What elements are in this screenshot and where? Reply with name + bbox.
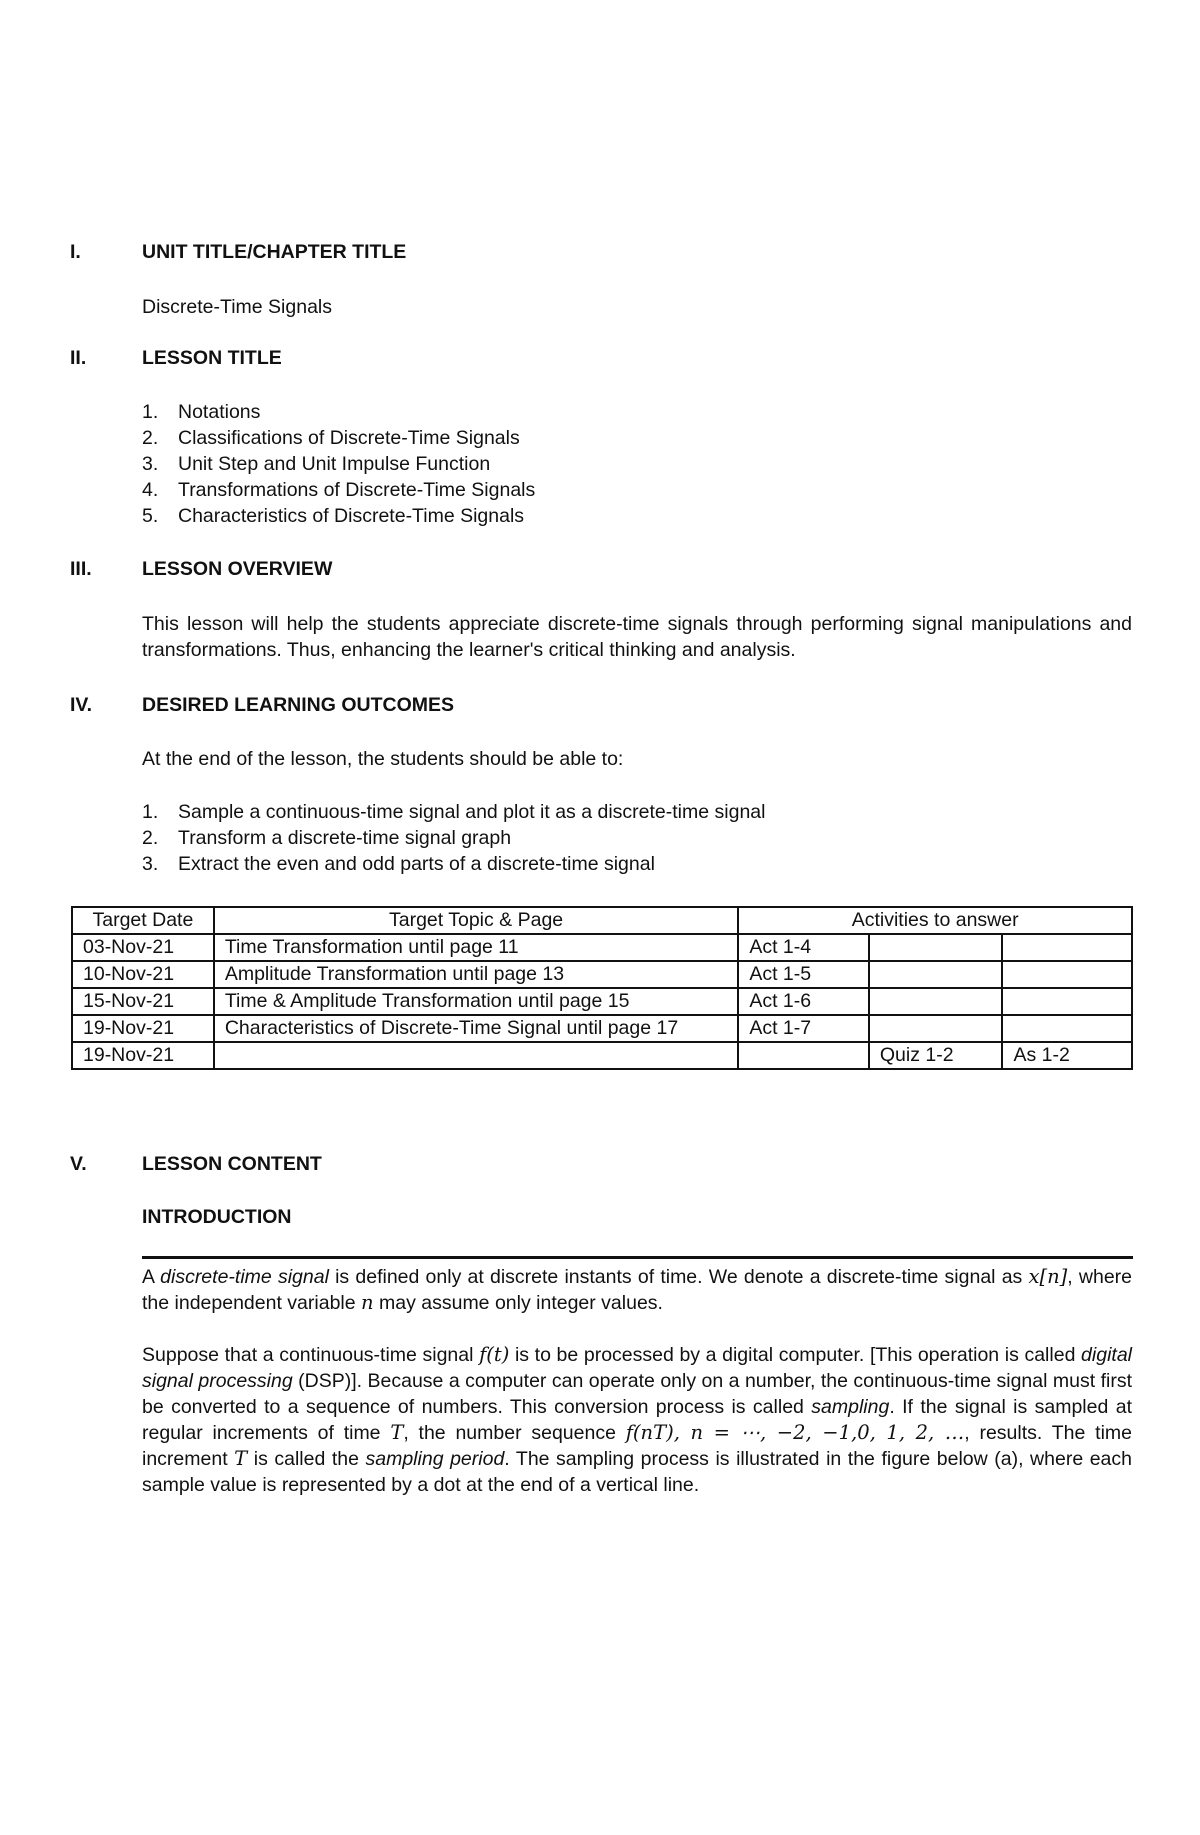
list-item: 1. Notations bbox=[142, 401, 261, 423]
table-row bbox=[72, 1042, 1132, 1069]
math-expression: f(t) bbox=[479, 1343, 510, 1366]
emphasis: digital signal processing bbox=[142, 1344, 1132, 1392]
column-header: Activities to answer bbox=[738, 907, 1132, 934]
math-expression: n bbox=[361, 1291, 374, 1314]
table-cell: 03-Nov-21 bbox=[72, 934, 214, 961]
section-content-heading bbox=[70, 1153, 322, 1176]
list-item: 3. Extract the even and odd parts of a discrete-time signal bbox=[142, 853, 655, 875]
section-number: V. bbox=[70, 1153, 87, 1175]
table-row bbox=[72, 1015, 1132, 1042]
list-item: 1. Sample a continuous-time signal and plot it as a discrete-time signal bbox=[142, 801, 766, 823]
schedule-table bbox=[71, 906, 1133, 1070]
math-expression: T bbox=[234, 1447, 248, 1470]
section-overview-heading bbox=[70, 558, 332, 581]
table-cell bbox=[869, 988, 1003, 1015]
table-cell: Amplitude Transformation until page 13 bbox=[214, 961, 739, 988]
table-cell: Time Transformation until page 11 bbox=[214, 934, 739, 961]
table-cell: Act 1-7 bbox=[738, 1015, 869, 1042]
list-item: 4. Transformations of Discrete-Time Signals bbox=[142, 479, 536, 501]
overview-paragraph: This lesson will help the students appreciate discrete-time signals through performing signal manipulations and transformations. Thus, enhancing the learner's critical thinking and analysis. bbox=[142, 613, 1132, 661]
unit-title-content: Discrete-Time Signals bbox=[142, 296, 332, 318]
table-cell bbox=[1002, 961, 1132, 988]
section-unit-heading bbox=[70, 241, 406, 264]
section-title: UNIT TITLE/CHAPTER TITLE bbox=[142, 241, 407, 263]
table-cell: Time & Amplitude Transformation until page 15 bbox=[214, 988, 739, 1015]
table-cell: Act 1-6 bbox=[738, 988, 869, 1015]
table-cell: 15-Nov-21 bbox=[72, 988, 214, 1015]
list-item: 3. Unit Step and Unit Impulse Function bbox=[142, 453, 491, 475]
outcomes-list bbox=[142, 799, 765, 877]
lesson-title-list bbox=[142, 399, 535, 529]
table-cell bbox=[738, 1042, 869, 1069]
intro-paragraph-1: A discrete-time signal is defined only at discrete instants of time. We denote a discrete-time signal as x[n], where the independent variable n may assume only integer values. bbox=[142, 1265, 1133, 1314]
section-title: LESSON CONTENT bbox=[142, 1153, 322, 1175]
section-number: III. bbox=[70, 558, 92, 580]
table-cell: Quiz 1-2 bbox=[869, 1042, 1003, 1069]
table-cell: 19-Nov-21 bbox=[72, 1042, 214, 1069]
math-expression: T bbox=[390, 1421, 404, 1444]
table-cell bbox=[1002, 988, 1132, 1015]
table-cell: Characteristics of Discrete-Time Signal until page 17 bbox=[214, 1015, 739, 1042]
table-row bbox=[72, 988, 1132, 1015]
table-cell bbox=[1002, 1015, 1132, 1042]
section-number: IV. bbox=[70, 694, 93, 716]
table-cell bbox=[869, 961, 1003, 988]
section-lesson-title-heading bbox=[70, 347, 282, 370]
column-header: Target Date bbox=[72, 907, 214, 934]
math-expression: f(nT), n = ⋯, −2, −1,0, 1, 2, … bbox=[625, 1421, 965, 1444]
list-item: 2. Classifications of Discrete-Time Signals bbox=[142, 427, 520, 449]
table-cell: Act 1-5 bbox=[738, 961, 869, 988]
table-header-row bbox=[72, 907, 1132, 934]
table-cell bbox=[214, 1042, 739, 1069]
emphasis: discrete-time signal bbox=[160, 1266, 329, 1288]
list-item: 5. Characteristics of Discrete-Time Signals bbox=[142, 505, 525, 527]
math-expression: x[n] bbox=[1028, 1265, 1068, 1288]
intro-paragraph-2: Suppose that a continuous-time signal f(t) is to be processed by a digital computer. [This operation is called digital signal processing (DSP)]. Because a computer can operate only on a number, the continuous-time signal must first be converted to a sequence of numbers. This conversion process is called sampling. If the signal is sampled at regular increments of time T, the number sequence f(nT), n = ⋯, −2, −1,0, 1, 2, …, results. The time increment T is called the sampling period. The sampling process is illustrated in the figure below (a), where each sample value is represented by a dot at the end of a vertical line. bbox=[142, 1343, 1133, 1496]
table-cell: Act 1-4 bbox=[738, 934, 869, 961]
emphasis: sampling period bbox=[365, 1448, 505, 1470]
emphasis: sampling bbox=[811, 1396, 890, 1418]
section-number: I. bbox=[70, 241, 81, 263]
table-cell: 19-Nov-21 bbox=[72, 1015, 214, 1042]
introduction-heading: INTRODUCTION bbox=[142, 1206, 292, 1228]
list-item: 2. Transform a discrete-time signal graph bbox=[142, 827, 512, 849]
table-cell bbox=[869, 1015, 1003, 1042]
horizontal-rule bbox=[142, 1256, 1133, 1259]
section-title: LESSON TITLE bbox=[142, 347, 282, 369]
section-title: DESIRED LEARNING OUTCOMES bbox=[142, 694, 455, 716]
section-title: LESSON OVERVIEW bbox=[142, 558, 333, 580]
table-cell bbox=[1002, 934, 1132, 961]
section-outcomes-heading bbox=[70, 694, 454, 717]
column-header: Target Topic & Page bbox=[214, 907, 739, 934]
outcomes-intro: At the end of the lesson, the students should be able to: bbox=[142, 748, 624, 770]
table-cell: 10-Nov-21 bbox=[72, 961, 214, 988]
table-row bbox=[72, 961, 1132, 988]
table-cell: As 1-2 bbox=[1002, 1042, 1132, 1069]
table-cell bbox=[869, 934, 1003, 961]
section-number: II. bbox=[70, 347, 87, 369]
table-row bbox=[72, 934, 1132, 961]
